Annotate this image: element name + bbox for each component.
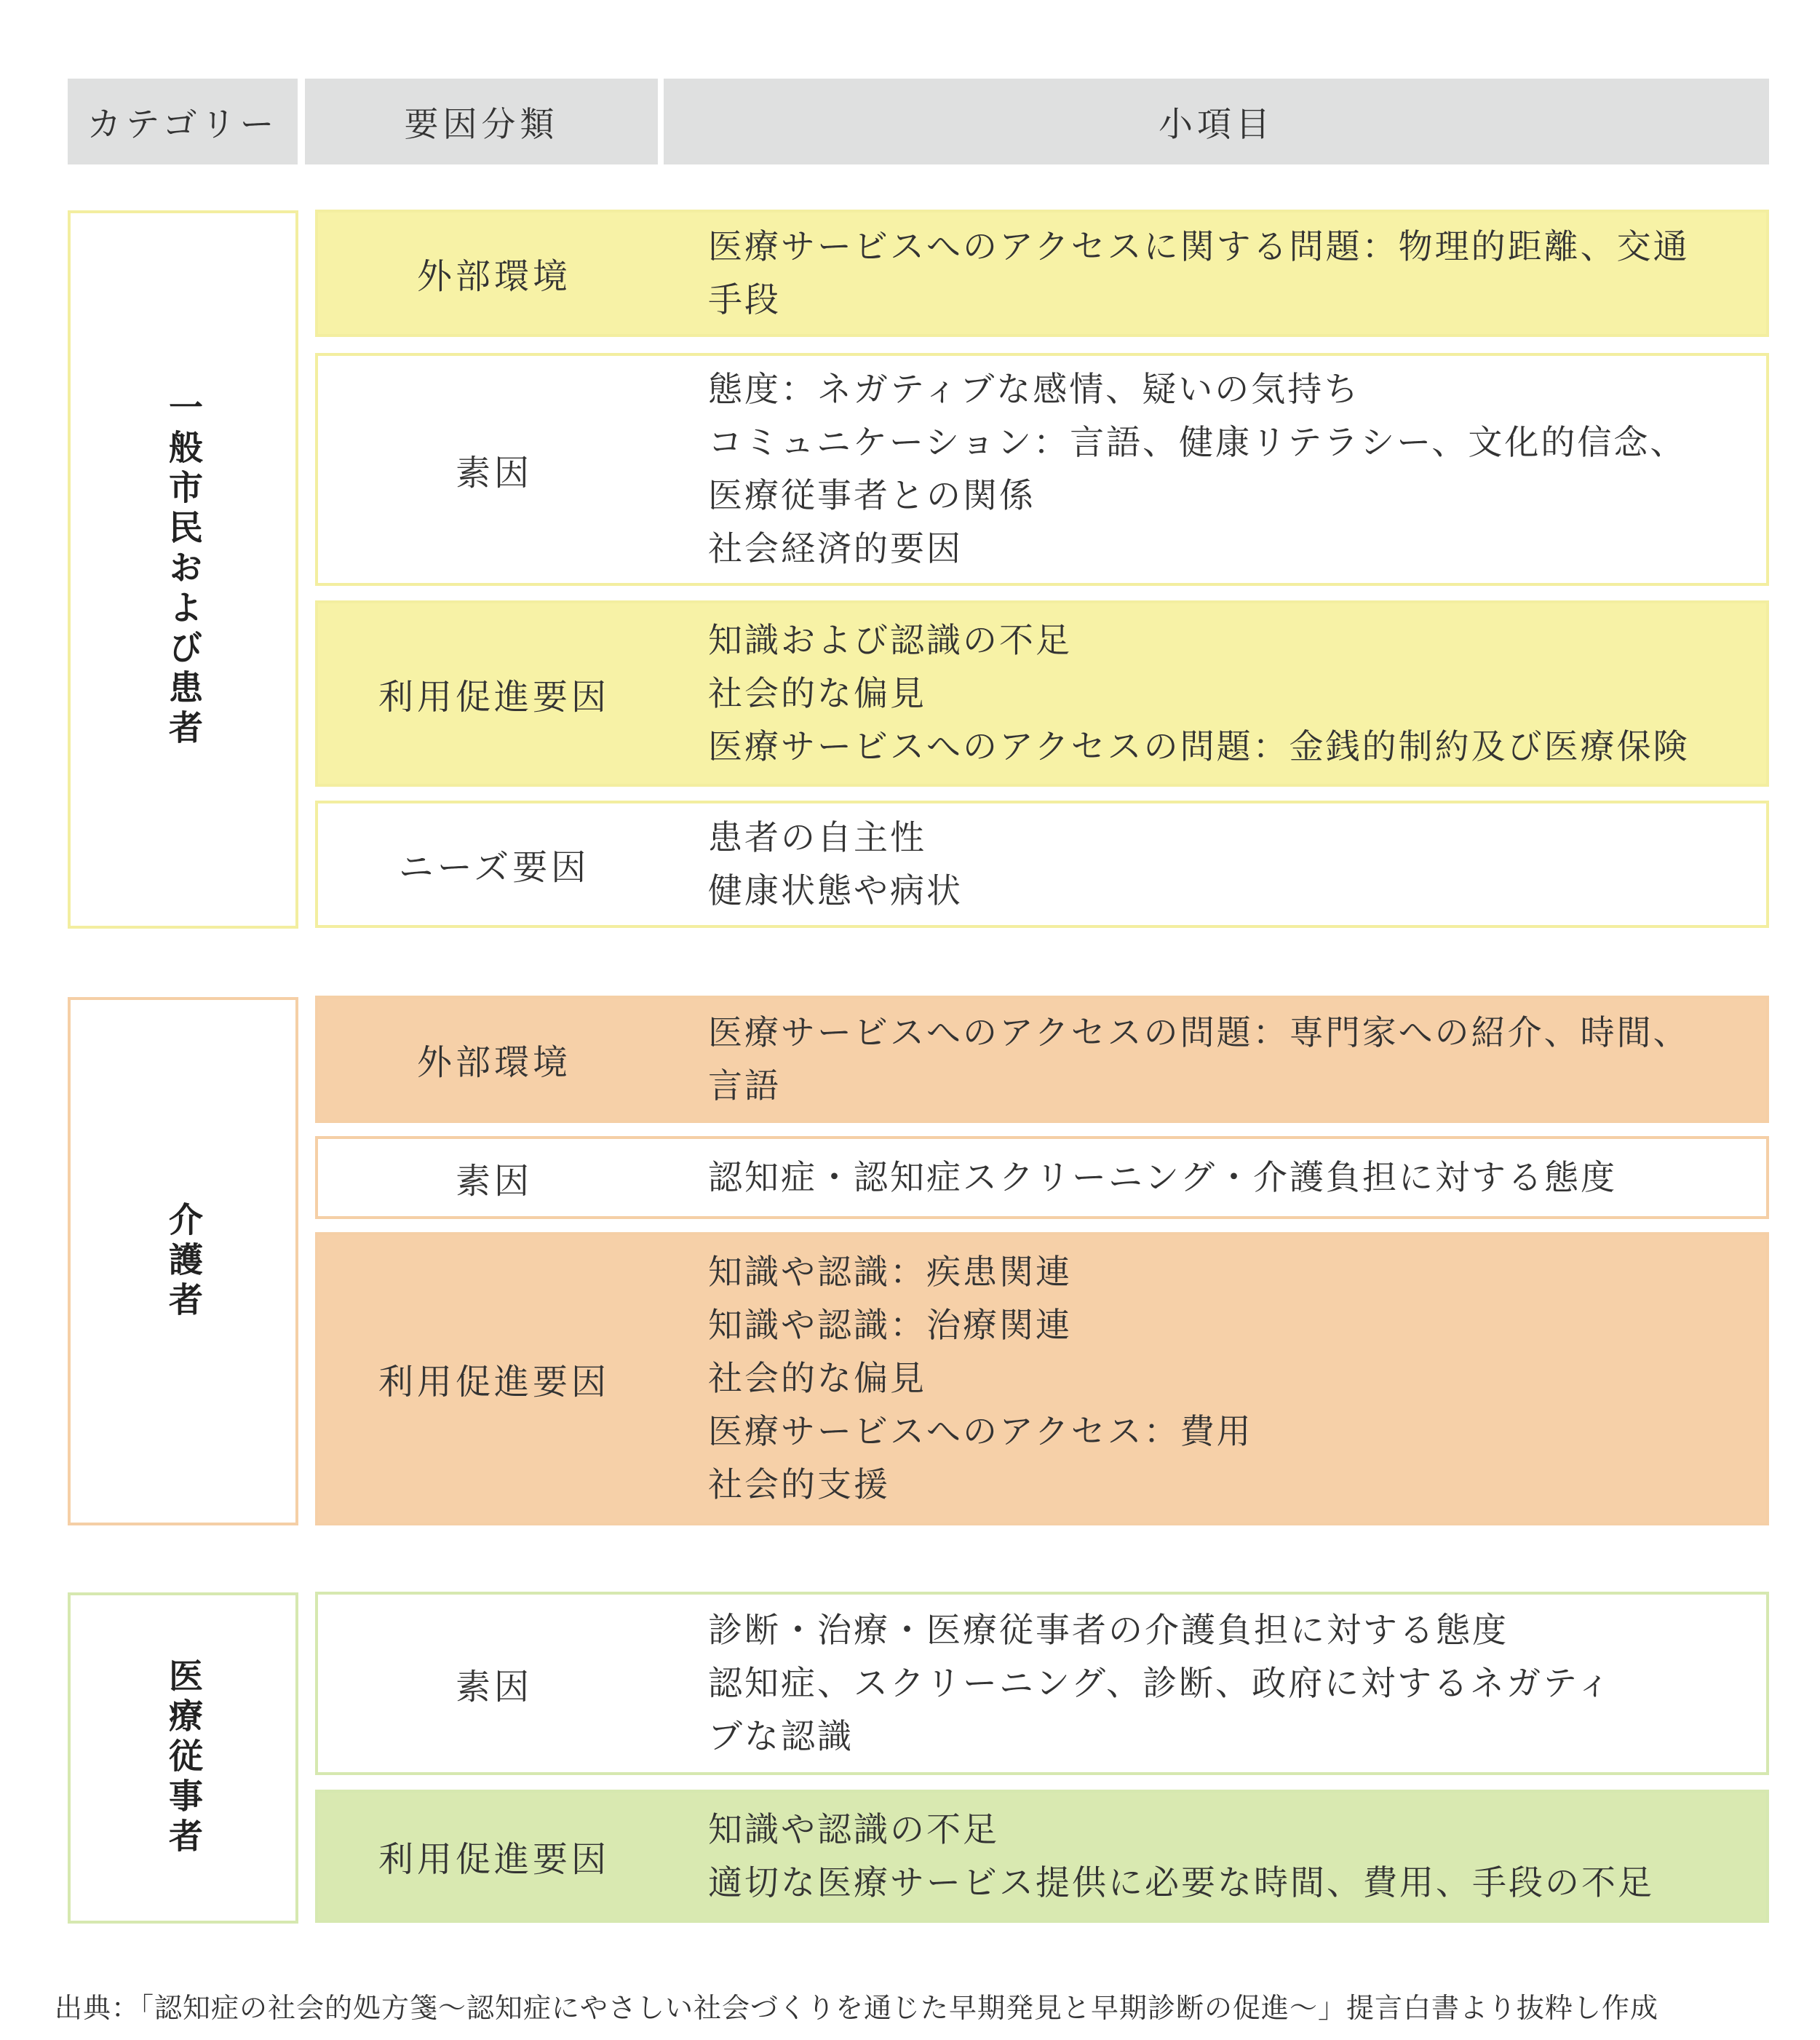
item: 診断・治療・医療従事者の介護負担に対する態度 [708, 1610, 1509, 1651]
item: コミュニケーション：言語、健康リテラシー、文化的信念、 [708, 423, 1687, 463]
item-list [699, 356, 1686, 583]
item: 社会的支援 [708, 1465, 890, 1505]
item: 社会経済的要因 [708, 529, 963, 569]
category-professional-label: 医療従事者 [163, 1658, 203, 1858]
item: 知識や認識：治療関連 [708, 1306, 1072, 1346]
item: 認知症・認知症スクリーニング・介護負担に対する態度 [708, 1157, 1618, 1198]
category-public-label: 一般市民および患者 [163, 389, 203, 750]
item-list [699, 1235, 1253, 1523]
item: 知識や認識：疾患関連 [708, 1253, 1072, 1293]
item: ブな認識 [708, 1716, 854, 1757]
factor-label: 素因 [455, 1666, 533, 1707]
category-caregiver-label: 介護者 [163, 1201, 203, 1322]
row-caregiver-enabling [315, 1232, 1769, 1525]
factor-label: 利用促進要因 [378, 676, 610, 718]
factor-label: 外部環境 [416, 1042, 571, 1083]
item-list [699, 1793, 1654, 1920]
item: 患者の自主性 [708, 817, 926, 858]
item: 手段 [708, 279, 781, 320]
item-list [699, 213, 1690, 334]
item: 言語 [708, 1065, 781, 1106]
factor-label: 素因 [455, 452, 533, 493]
factor-label: ニーズ要因 [398, 847, 590, 888]
header-category: カテゴリー [68, 79, 298, 164]
item: 社会的な偏見 [708, 1359, 926, 1399]
source-note: 出典：「認知症の社会的処方箋〜認知症にやさしい社会づくりを通じた早期発見と早期診断の促進〜」提言白書より抜粋し作成 [55, 1992, 1659, 2024]
category-public [68, 210, 298, 929]
row-caregiver-external [315, 996, 1769, 1123]
item-list [699, 603, 1690, 784]
item-list [699, 999, 1690, 1120]
factor-label: 素因 [455, 1160, 533, 1202]
item: 健康状態や病状 [708, 870, 963, 911]
header-factor: 要因分類 [305, 79, 658, 164]
item: 社会的な偏見 [708, 673, 926, 714]
factor-label: 利用促進要因 [378, 1362, 610, 1402]
item: 知識や認識の不足 [708, 1809, 999, 1850]
item-list [699, 1139, 1617, 1216]
row-caregiver-predisposing [315, 1136, 1769, 1219]
row-public-enabling [315, 600, 1769, 787]
item: 医療サービスへのアクセスの問題：金銭的制約及び医療保険 [708, 726, 1690, 767]
item: 態度：ネガティブな感情、疑いの気持ち [708, 370, 1361, 410]
row-public-external [315, 210, 1769, 337]
row-public-need [315, 801, 1769, 928]
item: 医療サービスへのアクセスの問題：専門家への紹介、時間、 [708, 1012, 1690, 1053]
row-professional-enabling [315, 1790, 1769, 1923]
item-list [699, 803, 963, 925]
item: 医療サービスへのアクセスに関する問題：物理的距離、交通 [708, 226, 1690, 267]
category-professional [68, 1592, 298, 1924]
item: 知識および認識の不足 [708, 620, 1072, 661]
category-caregiver [68, 997, 298, 1525]
factor-label: 外部環境 [416, 256, 571, 297]
header-subitem: 小項目 [664, 79, 1769, 164]
item: 医療サービスへのアクセス：費用 [708, 1412, 1253, 1452]
item: 適切な医療サービス提供に必要な時間、費用、手段の不足 [708, 1862, 1654, 1903]
item: 認知症、スクリーニング、診断、政府に対するネガティ [708, 1663, 1613, 1704]
item: 医療従事者との関係 [708, 476, 1036, 516]
row-professional-predisposing [315, 1592, 1769, 1775]
factor-label: 利用促進要因 [378, 1839, 610, 1880]
item-list [699, 1595, 1613, 1772]
row-public-predisposing [315, 353, 1769, 586]
